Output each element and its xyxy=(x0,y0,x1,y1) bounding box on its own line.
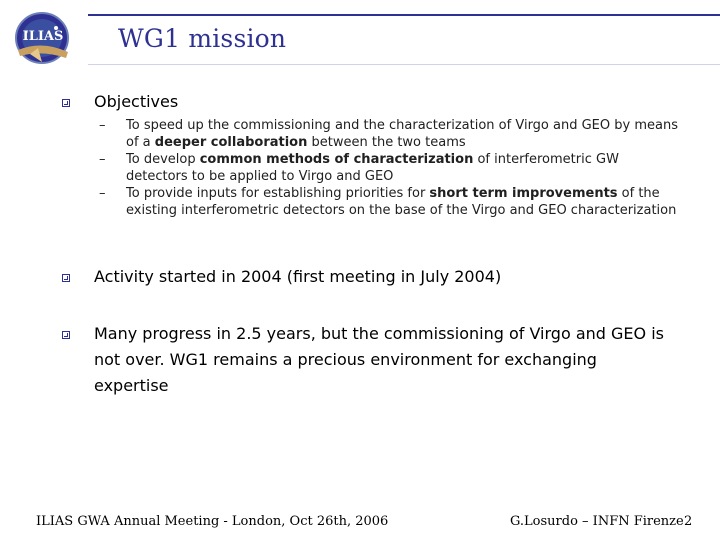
page-number: 2 xyxy=(684,514,693,529)
objective-emphasis: deeper collaboration xyxy=(154,135,308,150)
objective-text: To speed up the commissioning and the characterization of Virgo and GEO by means of a xyxy=(126,118,678,150)
square-bullet-icon xyxy=(62,331,70,339)
objective-text: of the existing interferometric detectors on the base of the Virgo and GEO characterization xyxy=(126,186,677,218)
square-bullet-icon xyxy=(62,99,70,107)
objective-text: of interferometric GW detectors to be applied to Virgo and GEO xyxy=(126,152,619,184)
progress-line: Many progress in 2.5 years, but the commissioning of Virgo and GEO is xyxy=(94,324,664,343)
objective-emphasis: common methods of characterization xyxy=(199,152,474,167)
title-rule xyxy=(88,14,720,16)
dash-bullet-icon: – xyxy=(99,186,106,201)
objectives-heading: Objectives xyxy=(94,92,179,111)
objectives-list xyxy=(94,117,684,219)
ilias-logo xyxy=(12,10,74,66)
svg-text:ILIAS: ILIAS xyxy=(22,29,64,44)
progress-text xyxy=(94,321,664,399)
square-bullet-icon xyxy=(62,274,70,282)
activity-text: Activity started in 2004 (first meeting in July 2004) xyxy=(94,267,502,286)
footer-author: G.Losurdo – INFN Firenze xyxy=(510,514,684,529)
progress-line: not over. WG1 remains a precious environment for exchanging xyxy=(94,350,597,369)
progress-line: expertise xyxy=(94,376,169,395)
objective-item xyxy=(94,117,684,151)
objective-item xyxy=(94,151,684,185)
title-underline xyxy=(88,64,720,65)
objective-item xyxy=(94,185,684,219)
objective-emphasis: short term improvements xyxy=(429,186,618,201)
objective-text: To develop xyxy=(126,152,200,167)
objective-text: To provide inputs for establishing priorities for xyxy=(126,186,430,201)
dash-bullet-icon: – xyxy=(99,118,106,133)
footer-event: ILIAS GWA Annual Meeting - London, Oct 26th, 2006 xyxy=(36,514,389,529)
slide-title: WG1 mission xyxy=(118,24,287,53)
dash-bullet-icon: – xyxy=(99,152,106,167)
objective-text: between the two teams xyxy=(307,135,466,150)
